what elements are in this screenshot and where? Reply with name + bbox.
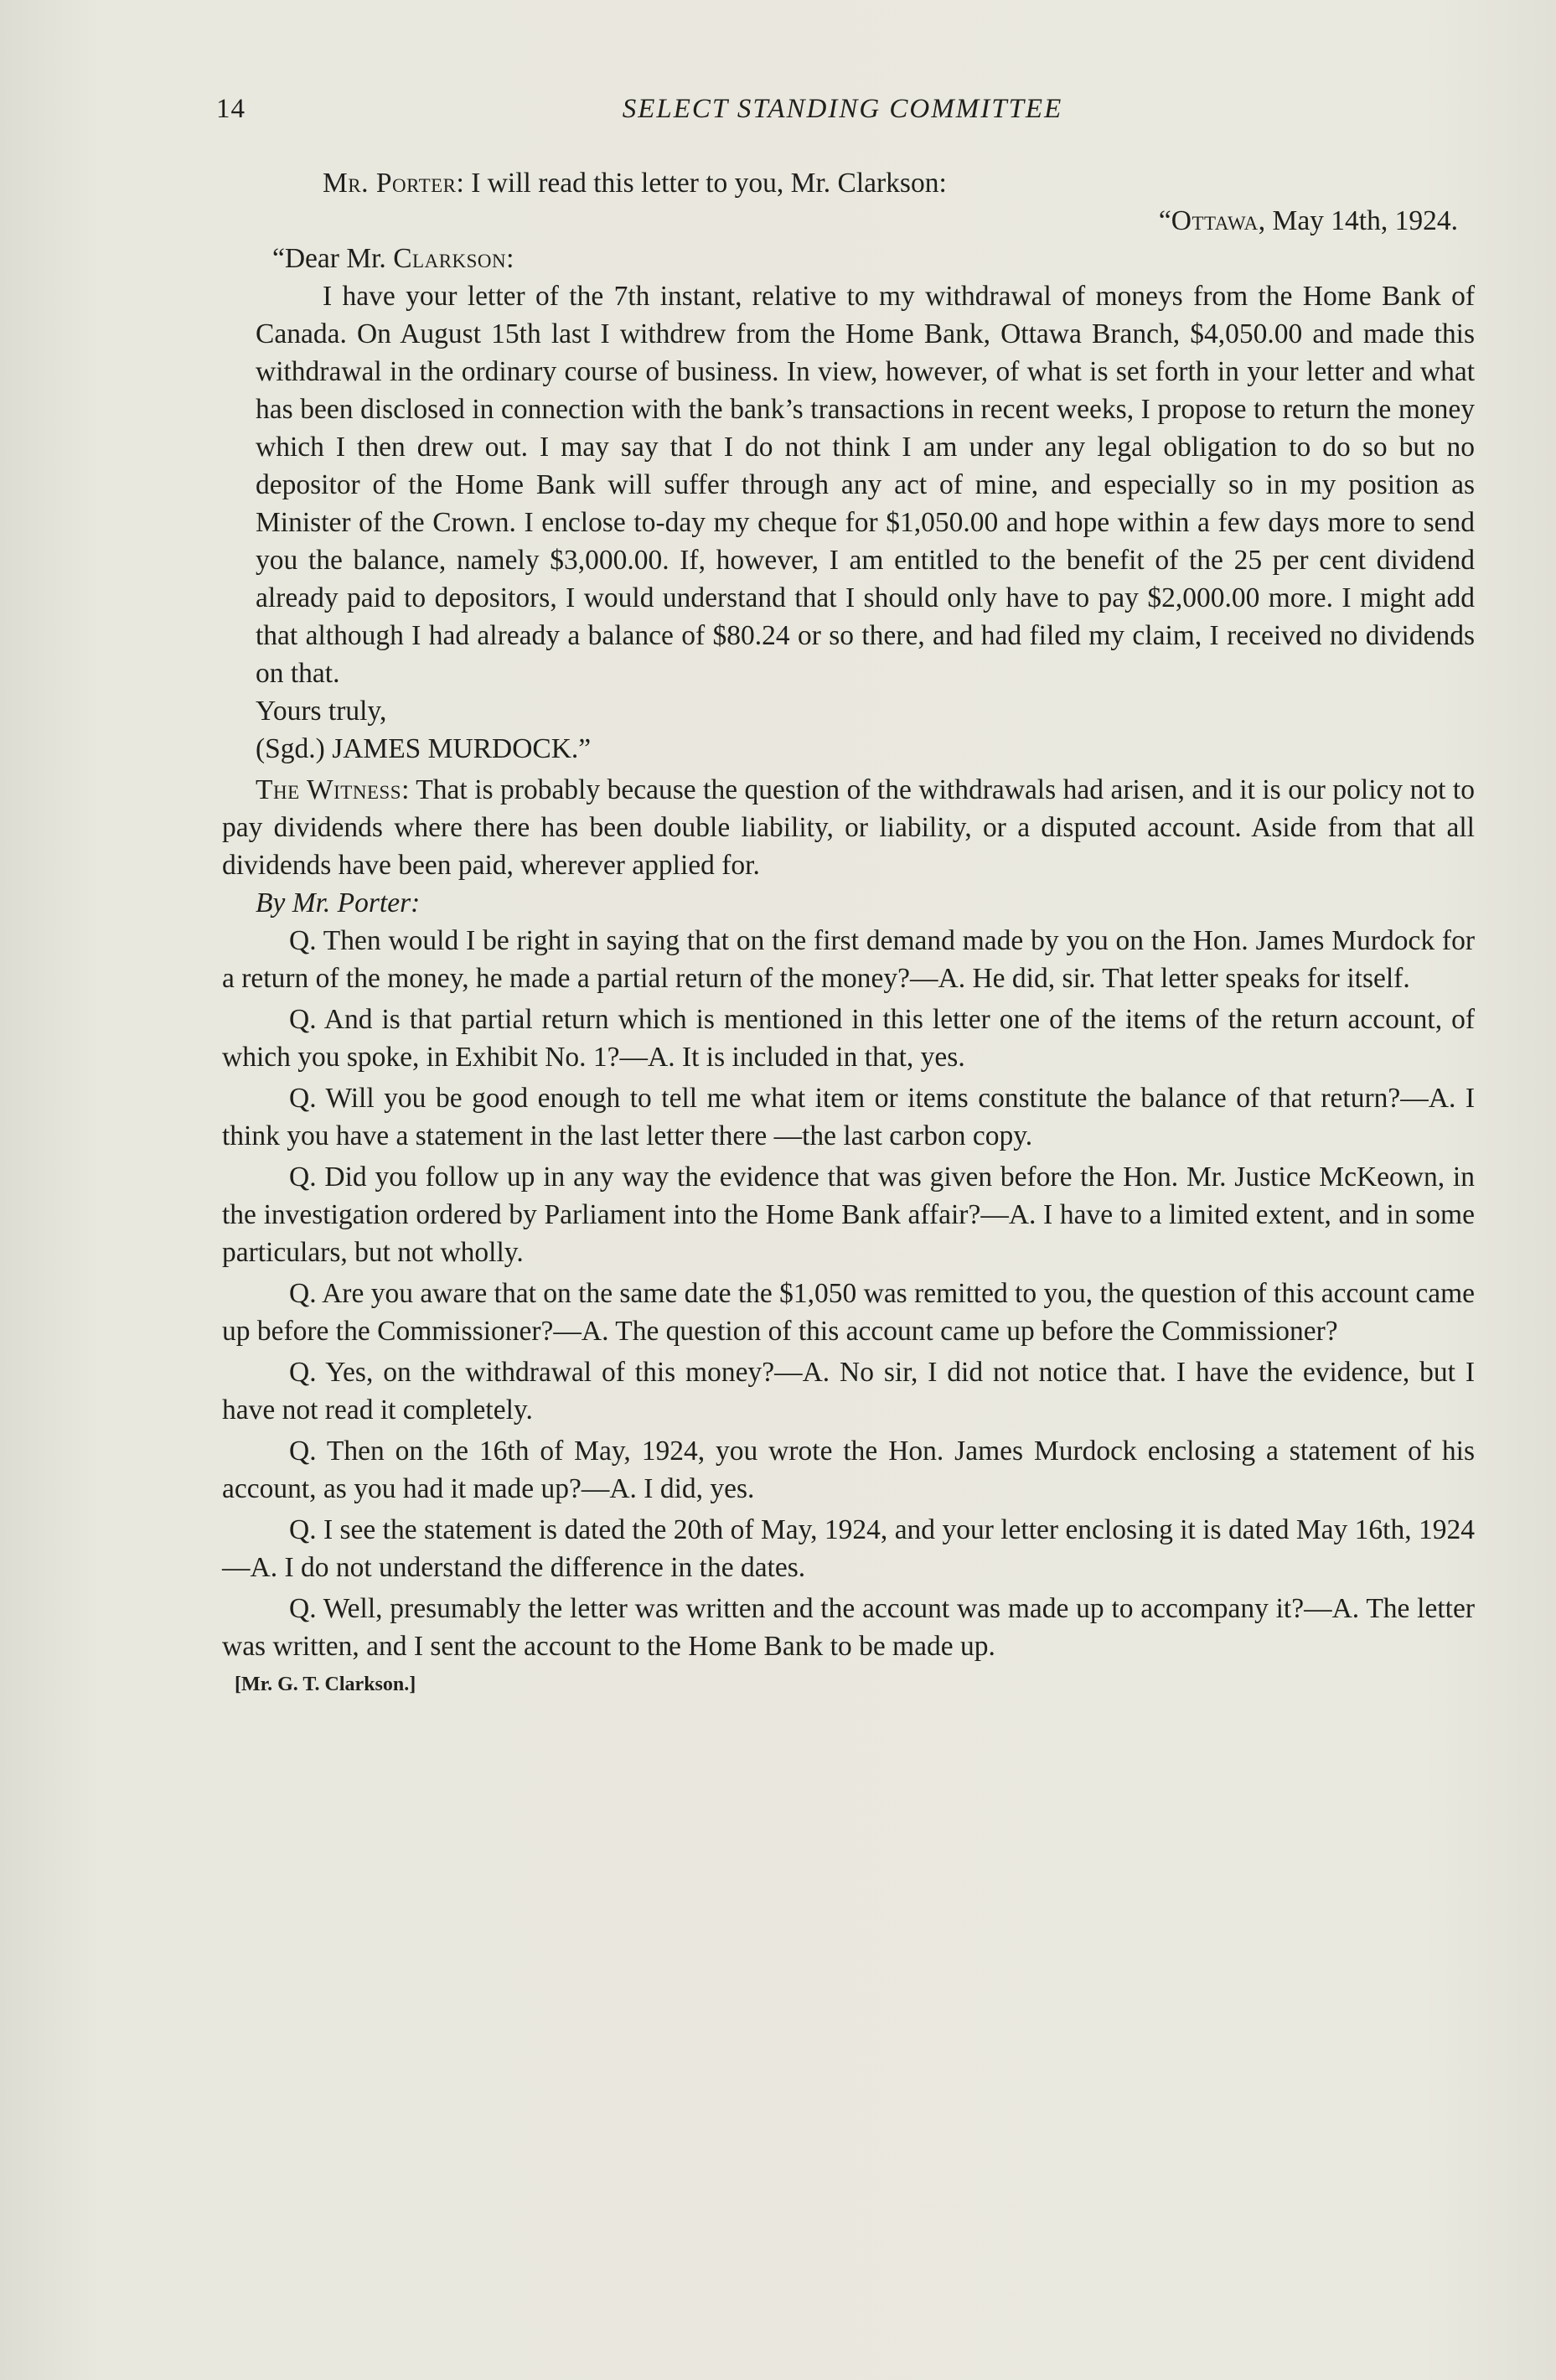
witness-text: : That is probably because the question of the withdrawals had arisen, and it is our policy not to pay dividends where there has been double liability, or liability, or a disputed account. Aside from that all dividends have been paid, wherever applied for.: [222, 774, 1475, 881]
qa-item: Q. I see the statement is dated the 20th of May, 1924, and your letter enclosing it is dated May 16th, 1924—A. I do not understand the difference in the dates.: [222, 1514, 1475, 1583]
qa-item: Q. Yes, on the withdrawal of this money?—A. No sir, I did not notice that. I have the evidence, but I have not read it completely.: [222, 1357, 1475, 1425]
dateline-date: , May 14th, 1924.: [1258, 205, 1458, 236]
letter-dateline: [256, 202, 1475, 240]
letter-salutation: [272, 240, 1475, 277]
qa-item: Q. And is that partial return which is mentioned in this letter one of the items of the return account, of which you spoke, in Exhibit No. 1?—A. It is included in that, yes.: [222, 1004, 1475, 1073]
witness-paragraph: [222, 771, 1475, 884]
qa-item: Q. Did you follow up in any way the evidence that was given before the Hon. Mr. Justice McKeown, in the investigation ordered by Parliament into the Home Bank affair?—A. I have to a limited extent, and in some particulars, but not wholly.: [222, 1162, 1475, 1268]
intro-paragraph: [256, 164, 1475, 202]
qa-item: Q. Well, presumably the letter was written and the account was made up to accompany it?—A. The letter was written, and I sent the account to the Home Bank to be made up.: [222, 1593, 1475, 1662]
speaker-name: Mr. Porter: [323, 168, 457, 199]
witness-speaker: The Witness: [256, 774, 402, 805]
qa-item: Q. Then on the 16th of May, 1924, you wrote the Hon. James Murdock enclosing a statement of his account, as you had it made up?—A. I did, yes.: [222, 1436, 1475, 1504]
witness-footnote: [Mr. G. T. Clarkson.]: [235, 1674, 416, 1695]
page-body: [222, 164, 1475, 1697]
qa-item: Q. Are you aware that on the same date the $1,050 was remitted to you, the question of this account came up before the Commissioner?—A. The question of this account came up before the Commissioner?: [222, 1278, 1475, 1347]
salutation-prefix: “Dear Mr.: [272, 243, 394, 274]
qa-item: Q. Then would I be right in saying that on the first demand made by you on the Hon. James Murdock for a return of the money, he made a partial return of the money?—A. He did, sir. That letter speaks for itself.: [222, 925, 1475, 994]
dateline-quote: “: [1158, 205, 1171, 236]
dateline-city: Ottawa: [1171, 205, 1259, 236]
letter-closing: Yours truly,: [256, 696, 387, 727]
qa-item: Q. Will you be good enough to tell me what item or items constitute the balance of that return?—A. I think you have a statement in the last letter there —the last carbon copy.: [222, 1083, 1475, 1151]
qa-list: [222, 922, 1475, 1665]
letter-body: I have your letter of the 7th instant, relative to my withdrawal of moneys from the Home Bank of Canada. On August 15th last I withdrew from the Home Bank, Ottawa Branch, $4,050.00 and made this withdrawal in the ordinary course of business. In view, however, of what is set forth in your letter and what has been disclosed in connection with the bank’s transactions in recent weeks, I propose to return the money which I then drew out. I may say that I do not think I am under any legal obligation to do so but no depositor of the Home Bank will suffer through any act of mine, and especially so in my position as Minister of the Crown. I enclose to-day my cheque for $1,050.00 and hope within a few days more to send you the balance, namely $3,000.00. If, however, I am entitled to the benefit of the 25 per cent dividend already paid to depositors, I would understand that I should only have to pay $2,000.00 more. I might add that although I had already a balance of $80.24 or so there, and had filed my claim, I received no dividends on that.: [256, 281, 1475, 689]
salutation-name: Clarkson: [393, 243, 507, 274]
letter-signature: (Sgd.) JAMES MURDOCK.”: [256, 733, 592, 764]
examination-heading: By Mr. Porter:: [256, 887, 421, 918]
intro-text: : I will read this letter to you, Mr. Clarkson:: [456, 168, 947, 199]
page-number: 14: [216, 94, 246, 124]
running-title: SELECT STANDING COMMITTEE: [622, 94, 1063, 124]
page-header: [216, 92, 1469, 126]
salutation-suffix: :: [506, 243, 514, 274]
